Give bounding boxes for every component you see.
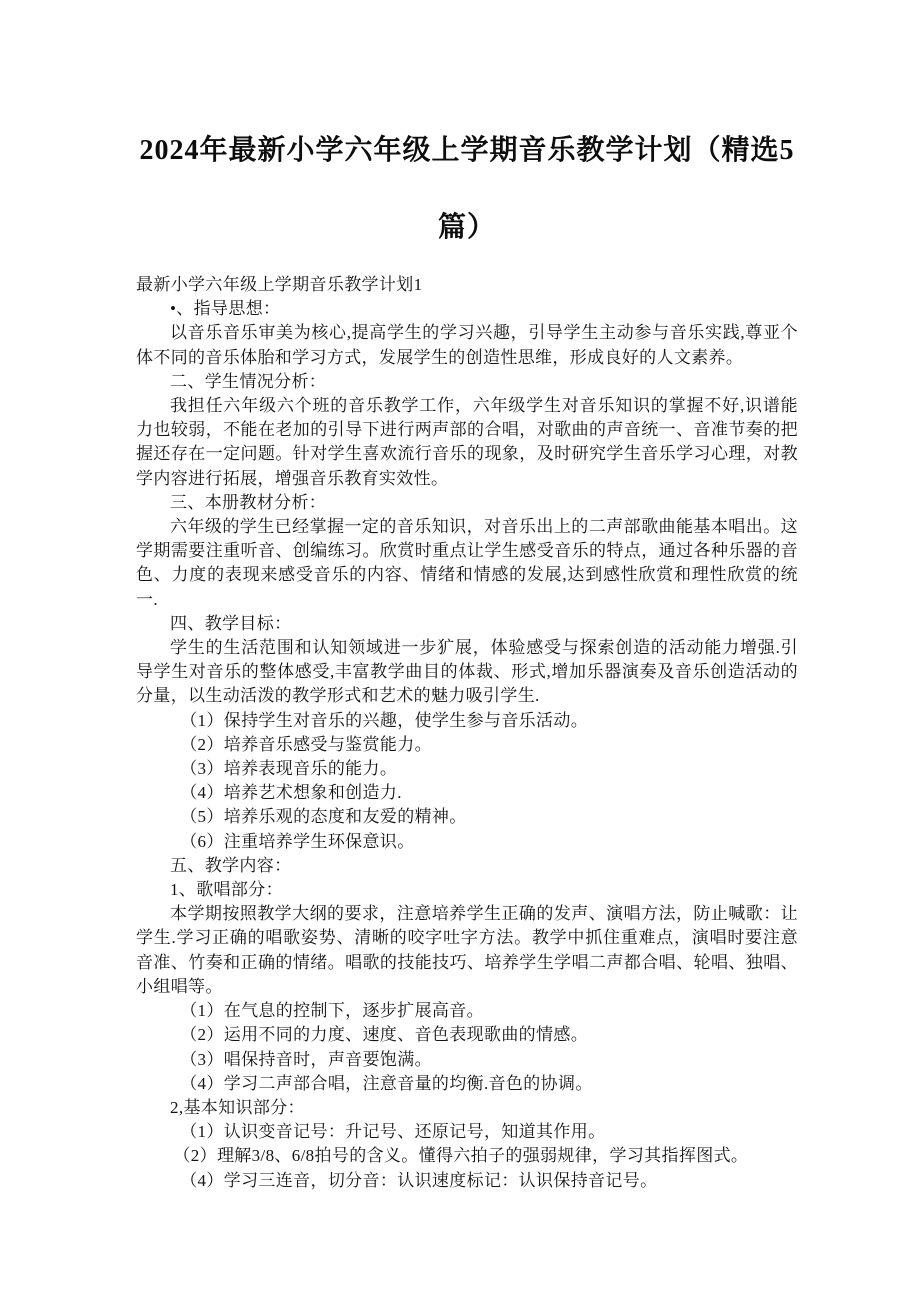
paragraph: 本学期按照教学大纲的要求，注意培养学生正确的发声、演唱方法，防止喊歌：让学生.学习正确的唱歌姿势、清晰的咬字吐字方法。教学中抓住重难点，演唱时要注意音准、竹奏和正确的情绪。唱歌的技能技巧、培养学生学唱二声都合唱、轮唱、独唱、小组唱等。 — [136, 904, 798, 996]
document-content — [136, 0, 798, 1193]
section-heading: 二、学生情况分析： — [170, 371, 327, 391]
list-item: （4）学习二声部合唱，注意音量的均衡.音色的协调。 — [180, 1073, 593, 1093]
subsection-heading: 2,基本知识部分： — [170, 1097, 305, 1117]
section-heading: •、指导思想： — [170, 299, 281, 319]
list-item: （1）保持学生对音乐的兴趣，使学生参与音乐活动。 — [180, 710, 589, 730]
list-item: （1）在气息的控制下，逐步扩展高音。 — [180, 1001, 484, 1021]
paragraph: 学生的生活范围和认知领域进一步犷展，体验感受与探索创造的活动能力增强.引导学生对音乐的整体感受,丰富教学曲目的体裁、形式,增加乐器演奏及音乐创造活动的分量，以生动活泼的教学形式和艺术的魅力吸引学生. — [136, 638, 798, 706]
doc-heading: 最新小学六年级上学期音乐教学计划1 — [136, 275, 423, 294]
list-item: （1）认识变音记号：升记号、还原记号，知道其作用。 — [180, 1122, 606, 1142]
paragraph: 我担任六年级六个班的音乐教学工作，六年级学生对音乐知识的掌握不好,识谱能力也较弱，不能在老加的引导下进行两声部的合唱，对歌曲的声音统一、音准节奏的把握还存在一定问题。针对学生喜欢流行音乐的现象，及时研究学生音乐学习心理，对教学内容进行拓展，增强音乐教育实效性。 — [136, 396, 798, 488]
paragraph: 以音乐音乐审美为核心,提高学生的学习兴趣，引导学生主动参与音乐实践,尊亚个体不同的音乐体胎和学习方式，发展学生的创造性思维，形成良好的人文素养。 — [136, 323, 798, 367]
list-item: （3）唱保持音时，声音要饱满。 — [180, 1049, 432, 1069]
list-item: （2）培养音乐感受与鉴赏能力。 — [180, 734, 432, 754]
list-item: （3）培养表现音乐的能力。 — [180, 759, 398, 779]
list-item: （6）注重培养学生环保意识。 — [180, 831, 415, 851]
subsection-heading: 1、歌唱部分： — [170, 880, 283, 900]
page-title: 2024年最新小学六年级上学期音乐教学计划（精选5篇） — [139, 135, 795, 243]
section-heading: 三、本册教材分析： — [170, 492, 327, 512]
document-body — [136, 273, 798, 1193]
section-heading: 四、教学目标： — [170, 613, 292, 633]
list-item: （2）运用不同的力度、速度、音色表现歌曲的情感。 — [180, 1025, 589, 1045]
list-item: （4）学习三连音，切分音：认识速度标记：认识保持音记号。 — [180, 1170, 658, 1190]
list-item: （5）培养乐观的态度和友爱的精神。 — [180, 807, 467, 827]
paragraph: 六年级的学生已经掌握一定的音乐知识，对音乐出上的二声部歌曲能基本唱出。这学期需要注重听音、创编练习。欣赏时重点让学生感受音乐的特点，通过各种乐器的音色、力度的表现来感受音乐的内容、情绪和情感的发展,达到感性欣赏和理性欣赏的统一. — [136, 517, 798, 609]
section-heading: 五、教学内容： — [170, 855, 292, 875]
list-item: （4）培养艺术想象和创造力. — [180, 783, 402, 803]
list-item: （2）理解3/8、6/8拍号的含义。懂得六拍子的强弱规律，学习其指挥图式。 — [173, 1146, 749, 1166]
